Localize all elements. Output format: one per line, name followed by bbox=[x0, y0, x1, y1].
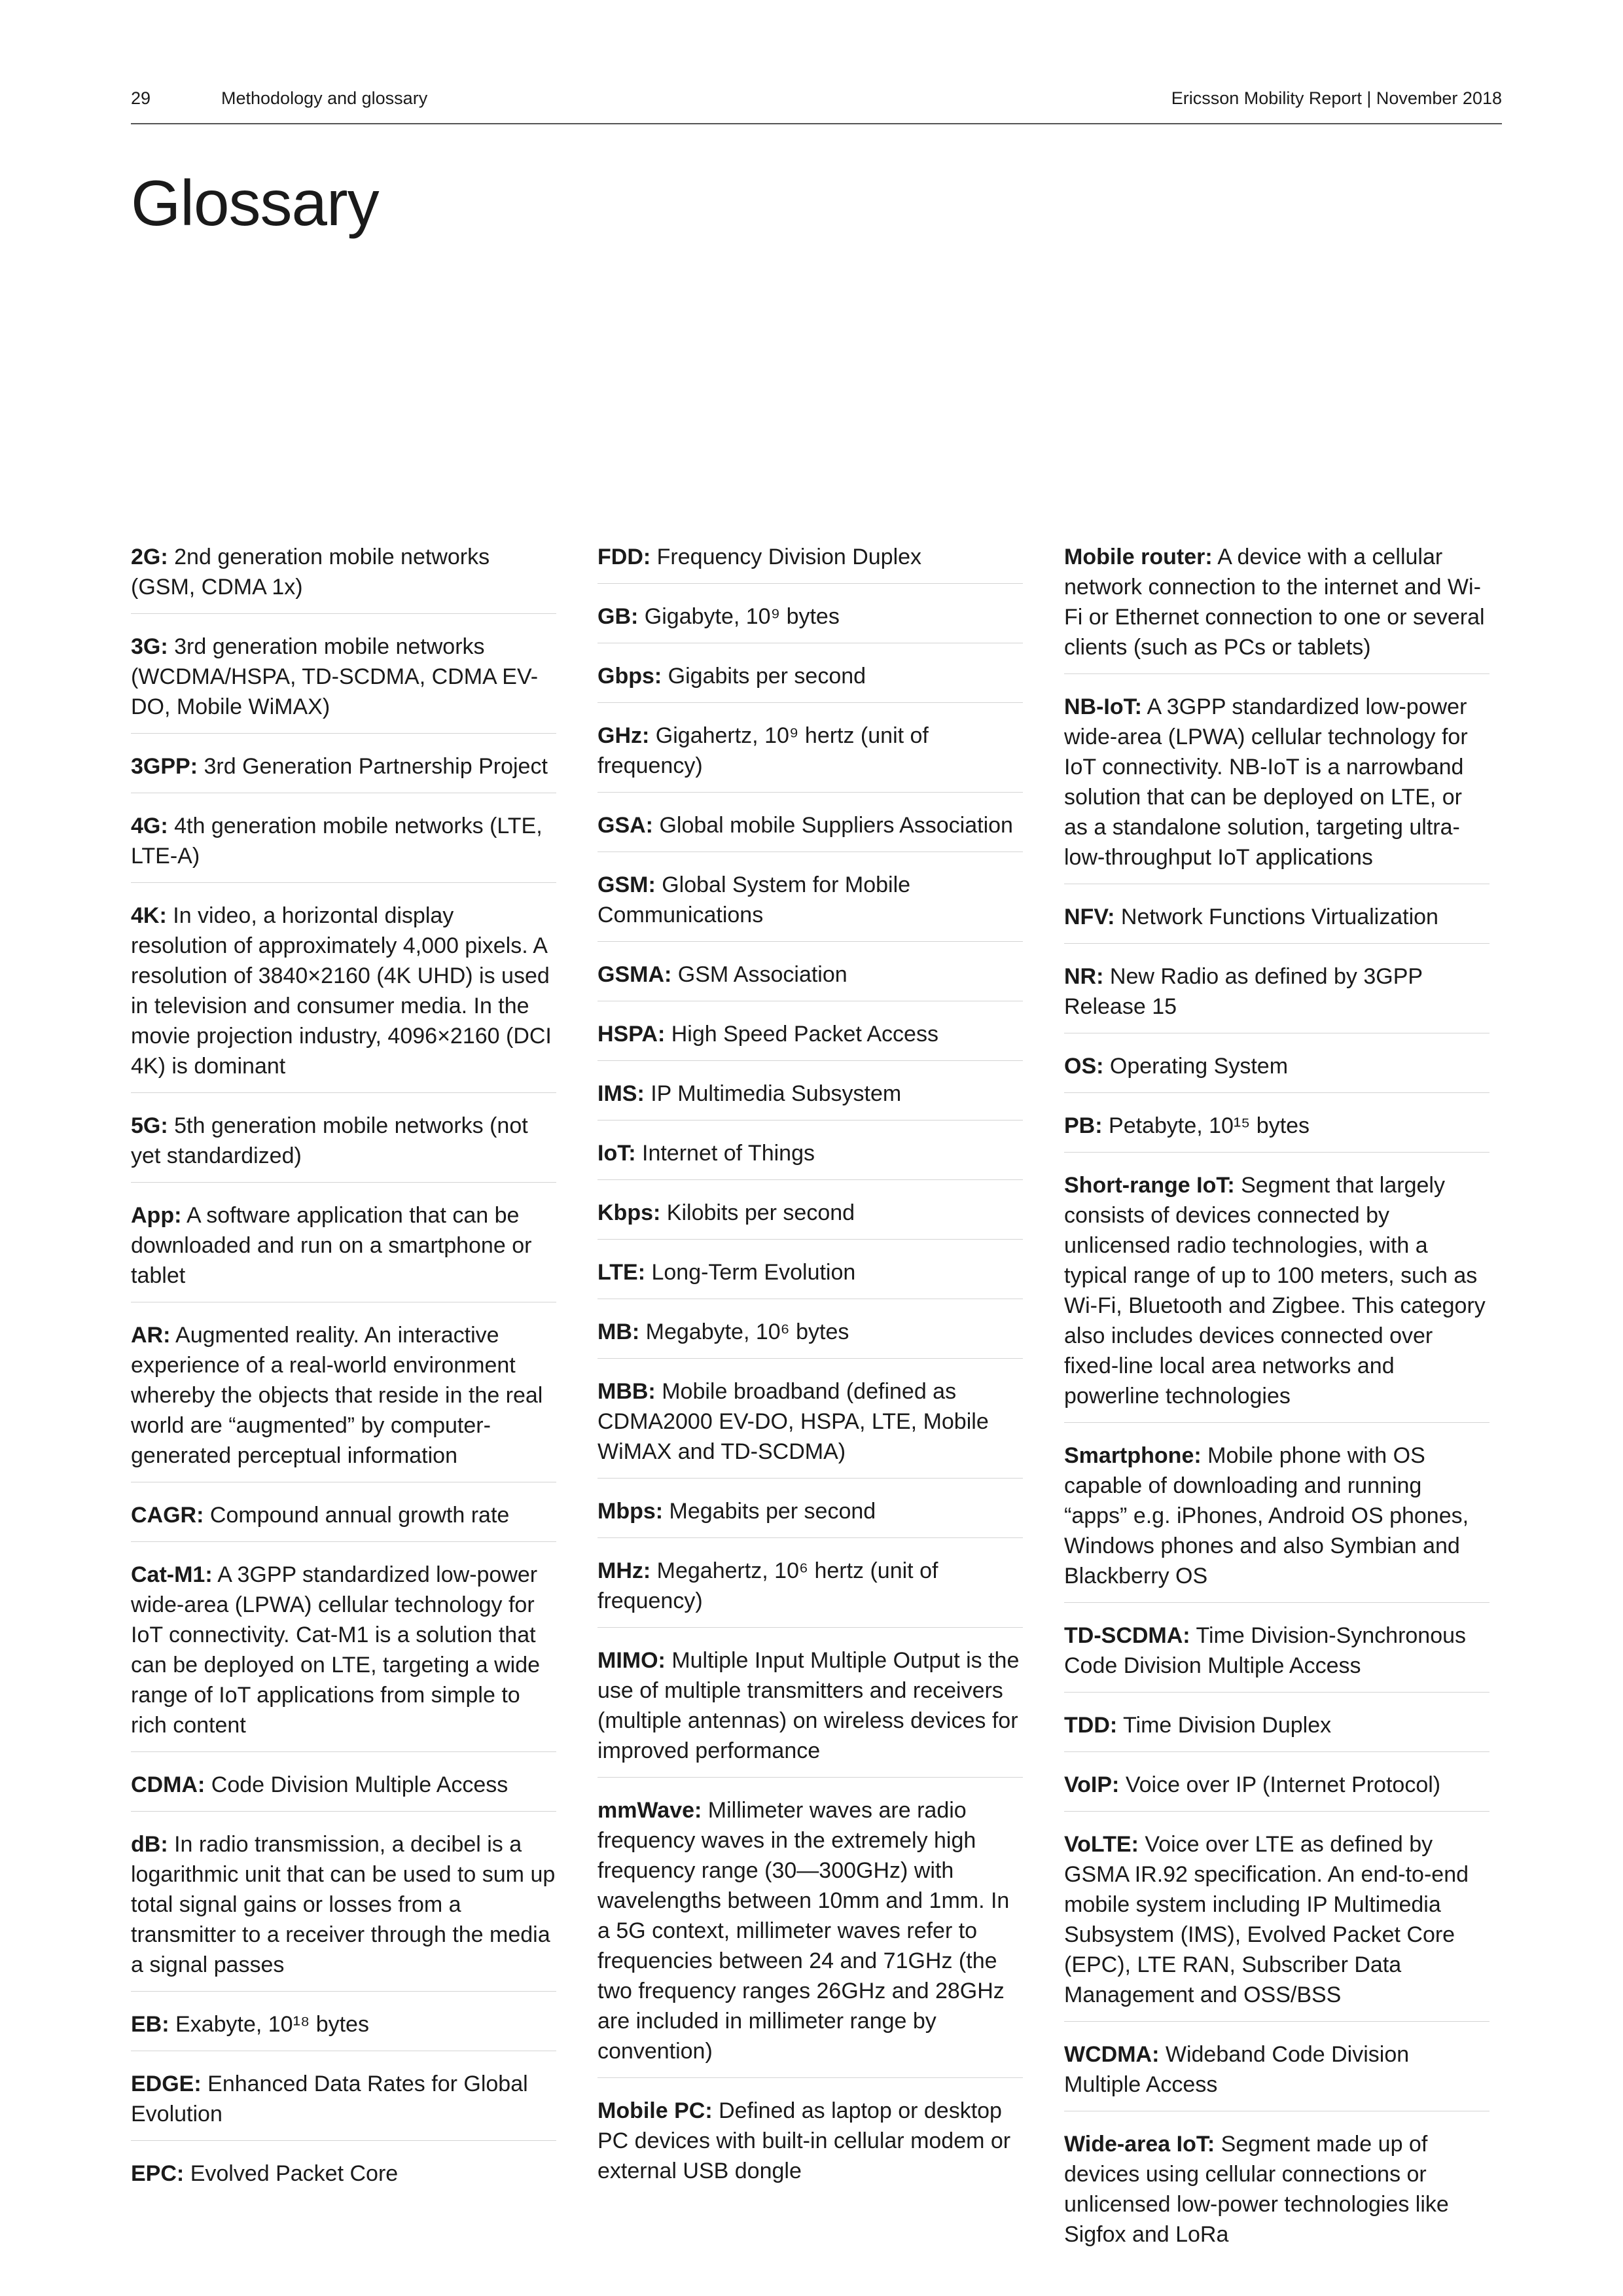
glossary-term: MB: bbox=[597, 1319, 640, 1344]
glossary-term: PB: bbox=[1064, 1113, 1103, 1138]
glossary-entry bbox=[131, 1829, 556, 1992]
glossary-definition: Mobile broadband (defined as CDMA2000 EV-DO, HSPA, LTE, Mobile WiMAX and TD-SCDMA) bbox=[597, 1379, 989, 1464]
glossary-definition: A device with a cellular network connection to the internet and Wi-Fi or Ethernet connection to one or several clients (such as PCs or tablets) bbox=[1064, 545, 1485, 660]
glossary-entry bbox=[131, 632, 556, 734]
glossary-term: 4G: bbox=[131, 814, 168, 838]
glossary-entry bbox=[597, 1019, 1023, 1061]
glossary-term: MHz: bbox=[597, 1558, 651, 1583]
glossary-term: Gbps: bbox=[597, 664, 662, 689]
glossary-entry bbox=[597, 721, 1023, 793]
glossary-entry bbox=[597, 1138, 1023, 1180]
glossary-definition: Multiple Input Multiple Output is the use of multiple transmitters and receivers (multiple antennas) on wireless devices for improved performance bbox=[597, 1648, 1020, 1763]
glossary-entry bbox=[131, 1500, 556, 1542]
glossary-definition: A 3GPP standardized low-power wide-area (LPWA) cellular technology for IoT connectivity. Cat-M1 is a solution that can be deployed on LTE, targeting a wide range of IoT applications from simple to rich content bbox=[131, 1562, 541, 1738]
glossary-definition: New Radio as defined by 3GPP Release 15 bbox=[1064, 964, 1423, 1019]
glossary-entry bbox=[131, 811, 556, 883]
glossary-definition: 3rd Generation Partnership Project bbox=[204, 754, 548, 779]
glossary-term: Mobile PC: bbox=[597, 2098, 713, 2123]
glossary-term: Wide-area IoT: bbox=[1064, 2132, 1215, 2157]
glossary-term: EB: bbox=[131, 2012, 169, 2037]
glossary-definition: Voice over IP (Internet Protocol) bbox=[1125, 1772, 1441, 1797]
glossary-entry bbox=[131, 542, 556, 614]
glossary-entry bbox=[597, 542, 1023, 584]
glossary-definition: Network Functions Virtualization bbox=[1120, 905, 1438, 929]
glossary-entry bbox=[597, 1257, 1023, 1299]
glossary-definition: Code Division Multiple Access bbox=[211, 1772, 508, 1797]
glossary-term: AR: bbox=[131, 1323, 171, 1348]
glossary-entry bbox=[1064, 2129, 1489, 2261]
glossary-entry bbox=[1064, 1051, 1489, 1093]
glossary-definition: Megahertz, 10⁶ hertz (unit of frequency) bbox=[597, 1558, 938, 1613]
glossary-entry bbox=[597, 810, 1023, 852]
glossary-definition: Segment made up of devices using cellular connections or unlicensed low-power technologies like Sigfox and LoRa bbox=[1064, 2132, 1449, 2247]
glossary-term: mmWave: bbox=[597, 1798, 702, 1823]
glossary-entry bbox=[1064, 542, 1489, 674]
glossary-definition: Gigahertz, 10⁹ hertz (unit of frequency) bbox=[597, 723, 929, 778]
glossary-entry bbox=[597, 1198, 1023, 1240]
page-header bbox=[131, 85, 1502, 124]
glossary-definition: 3rd generation mobile networks (WCDMA/HSPA, TD-SCDMA, CDMA EV-DO, Mobile WiMAX) bbox=[131, 634, 539, 719]
glossary-definition: Petabyte, 10¹⁵ bytes bbox=[1109, 1113, 1310, 1138]
glossary-entry bbox=[131, 1770, 556, 1812]
glossary-definition: Exabyte, 10¹⁸ bytes bbox=[175, 2012, 369, 2037]
glossary-term: WCDMA: bbox=[1064, 2042, 1160, 2067]
glossary-term: Mbps: bbox=[597, 1499, 664, 1524]
glossary-entry bbox=[1064, 1441, 1489, 1603]
glossary-entry bbox=[597, 960, 1023, 1001]
glossary-term: Short-range IoT: bbox=[1064, 1173, 1235, 1198]
report-title: Ericsson Mobility Report | November 2018 bbox=[1171, 88, 1502, 108]
glossary-term: FDD: bbox=[597, 545, 651, 569]
glossary-entry bbox=[597, 1376, 1023, 1479]
glossary-entry bbox=[597, 1556, 1023, 1628]
glossary-definition: Time Division-Synchronous Code Division Multiple Access bbox=[1064, 1623, 1467, 1678]
glossary-term: IMS: bbox=[597, 1081, 645, 1106]
glossary-definition: 2nd generation mobile networks (GSM, CDMA 1x) bbox=[131, 545, 490, 600]
glossary-term: NFV: bbox=[1064, 905, 1115, 929]
glossary-term: Smartphone: bbox=[1064, 1443, 1202, 1468]
glossary-term: GHz: bbox=[597, 723, 650, 748]
glossary-term: GSMA: bbox=[597, 962, 672, 987]
glossary-entry bbox=[131, 2009, 556, 2051]
section-title: Methodology and glossary bbox=[221, 88, 428, 108]
glossary-term: OS: bbox=[1064, 1054, 1104, 1079]
glossary-term: GB: bbox=[597, 604, 639, 629]
glossary-entry bbox=[1064, 1170, 1489, 1423]
glossary-column-3 bbox=[1064, 542, 1489, 2278]
glossary-definition: Global mobile Suppliers Association bbox=[659, 813, 1013, 838]
glossary-definition: Megabits per second bbox=[669, 1499, 876, 1524]
glossary-column-1 bbox=[131, 542, 556, 2217]
glossary-definition: GSM Association bbox=[677, 962, 847, 987]
glossary-term: TDD: bbox=[1064, 1713, 1118, 1738]
glossary-term: GSM: bbox=[597, 872, 656, 897]
glossary-definition: 4th generation mobile networks (LTE, LTE-A) bbox=[131, 814, 543, 869]
glossary-term: 3G: bbox=[131, 634, 168, 659]
glossary-entry bbox=[1064, 902, 1489, 944]
glossary-term: 4K: bbox=[131, 903, 167, 928]
glossary-definition: Gigabyte, 10⁹ bytes bbox=[644, 604, 840, 629]
glossary-definition: Kilobits per second bbox=[666, 1200, 855, 1225]
glossary-entry bbox=[1064, 1710, 1489, 1752]
glossary-definition: Augmented reality. An interactive experience of a real-world environment whereby the objects that reside in the real world are “augmented” by computer-generated perceptual information bbox=[131, 1323, 543, 1468]
glossary-entry bbox=[1064, 1111, 1489, 1153]
glossary-definition: Frequency Division Duplex bbox=[656, 545, 922, 569]
glossary-term: IoT: bbox=[597, 1141, 636, 1166]
glossary-definition: A 3GPP standardized low-power wide-area (LPWA) cellular technology for IoT connectivity. NB-IoT is a narrowband solution that can be deployed on LTE, or as a standalone solution, targeting ultra-low-throughput IoT applications bbox=[1064, 694, 1468, 870]
glossary-term: VoIP: bbox=[1064, 1772, 1120, 1797]
glossary-term: EPC: bbox=[131, 2161, 185, 2186]
glossary-definition: Voice over LTE as defined by GSMA IR.92 specification. An end-to-end mobile system including IP Multimedia Subsystem (IMS), Evolved Packet Core (EPC), LTE RAN, Subscriber Data Management and OSS/BSS bbox=[1064, 1832, 1469, 2007]
glossary-definition: Evolved Packet Core bbox=[190, 2161, 399, 2186]
glossary-term: App: bbox=[131, 1203, 182, 1228]
glossary-entry bbox=[597, 1496, 1023, 1538]
glossary-entry bbox=[1064, 692, 1489, 884]
glossary-definition: Global System for Mobile Communications bbox=[597, 872, 911, 927]
glossary-term: MIMO: bbox=[597, 1648, 666, 1673]
glossary-term: CDMA: bbox=[131, 1772, 205, 1797]
glossary-term: EDGE: bbox=[131, 2072, 202, 2096]
glossary-term: Mobile router: bbox=[1064, 545, 1213, 569]
page-title: Glossary bbox=[131, 167, 379, 239]
glossary-term: 2G: bbox=[131, 545, 168, 569]
glossary-definition: Time Division Duplex bbox=[1123, 1713, 1332, 1738]
glossary-definition: Enhanced Data Rates for Global Evolution bbox=[131, 2072, 528, 2126]
glossary-entry bbox=[1064, 961, 1489, 1033]
glossary-definition: Gigabits per second bbox=[668, 664, 866, 689]
glossary-definition: In video, a horizontal display resolution of approximately 4,000 pixels. A resolution of 3840×2160 (4K UHD) is used in television and consumer media. In the movie projection industry, 4096×2160 (DCI 4K) is dominant bbox=[131, 903, 552, 1079]
glossary-term: Kbps: bbox=[597, 1200, 661, 1225]
glossary-entry bbox=[597, 870, 1023, 942]
glossary-term: Cat-M1: bbox=[131, 1562, 213, 1587]
glossary-definition: 5th generation mobile networks (not yet standardized) bbox=[131, 1113, 528, 1168]
glossary-definition: A software application that can be downloaded and run on a smartphone or tablet bbox=[131, 1203, 532, 1288]
glossary-entry bbox=[1064, 1770, 1489, 1812]
glossary-column-2 bbox=[597, 542, 1023, 2215]
glossary-entry bbox=[597, 2096, 1023, 2197]
glossary-entry bbox=[597, 661, 1023, 703]
glossary-entry bbox=[131, 901, 556, 1093]
glossary-entry bbox=[597, 601, 1023, 643]
glossary-definition: Defined as laptop or desktop PC devices with built-in cellular modem or external USB dongle bbox=[597, 2098, 1011, 2183]
glossary-definition: Mobile phone with OS capable of downloading and running “apps” e.g. iPhones, Android OS phones, Windows phones and also Symbian and Blackberry OS bbox=[1064, 1443, 1469, 1588]
glossary-term: TD-SCDMA: bbox=[1064, 1623, 1190, 1648]
glossary-definition: IP Multimedia Subsystem bbox=[651, 1081, 902, 1106]
glossary-term: GSA: bbox=[597, 813, 653, 838]
glossary-entry bbox=[131, 2159, 556, 2200]
glossary-entry bbox=[1064, 1829, 1489, 2022]
glossary-entry bbox=[131, 1200, 556, 1302]
glossary-entry bbox=[131, 1560, 556, 1752]
page-number: 29 bbox=[131, 88, 151, 108]
glossary-definition: High Speed Packet Access bbox=[671, 1022, 938, 1047]
glossary-term: MBB: bbox=[597, 1379, 656, 1404]
glossary-entry bbox=[131, 1111, 556, 1183]
glossary-term: HSPA: bbox=[597, 1022, 666, 1047]
glossary-entry bbox=[597, 1317, 1023, 1359]
glossary-definition: Internet of Things bbox=[642, 1141, 815, 1166]
glossary-entry bbox=[597, 1795, 1023, 2078]
glossary-term: LTE: bbox=[597, 1260, 646, 1285]
glossary-term: CAGR: bbox=[131, 1503, 204, 1528]
glossary-term: dB: bbox=[131, 1832, 168, 1857]
glossary-definition: Wideband Code Division Multiple Access bbox=[1064, 2042, 1410, 2097]
glossary-definition: Long-Term Evolution bbox=[651, 1260, 856, 1285]
glossary-term: NR: bbox=[1064, 964, 1104, 989]
glossary-entry bbox=[597, 1079, 1023, 1121]
glossary-definition: Compound annual growth rate bbox=[209, 1503, 510, 1528]
glossary-term: 3GPP: bbox=[131, 754, 198, 779]
glossary-definition: Operating System bbox=[1109, 1054, 1289, 1079]
glossary-entry bbox=[597, 1645, 1023, 1778]
glossary-entry bbox=[1064, 2039, 1489, 2111]
glossary-entry bbox=[131, 751, 556, 793]
glossary-entry bbox=[131, 1320, 556, 1482]
glossary-definition: Millimeter waves are radio frequency waves in the extremely high frequency range (30—300GHz) with wavelengths between 10mm and 1mm. In a 5G context, millimeter waves refer to frequencies between 24 and 71GHz (the two frequency ranges 26GHz and 28GHz are included in millimeter range by convention) bbox=[597, 1798, 1010, 2064]
glossary-term: NB-IoT: bbox=[1064, 694, 1142, 719]
glossary-term: VoLTE: bbox=[1064, 1832, 1139, 1857]
glossary-entry bbox=[131, 2069, 556, 2141]
glossary-entry bbox=[1064, 1621, 1489, 1693]
glossary-term: 5G: bbox=[131, 1113, 168, 1138]
glossary-definition: Segment that largely consists of devices connected by unlicensed radio technologies, with a typical range of up to 100 meters, such as Wi-Fi, Bluetooth and Zigbee. This category also includes devices connected over fixed-line local area networks and powerline technologies bbox=[1064, 1173, 1486, 1408]
glossary-definition: In radio transmission, a decibel is a logarithmic unit that can be used to sum up total signal gains or losses from a transmitter to a receiver through the media a signal passes bbox=[131, 1832, 556, 1977]
glossary-definition: Megabyte, 10⁶ bytes bbox=[645, 1319, 849, 1344]
